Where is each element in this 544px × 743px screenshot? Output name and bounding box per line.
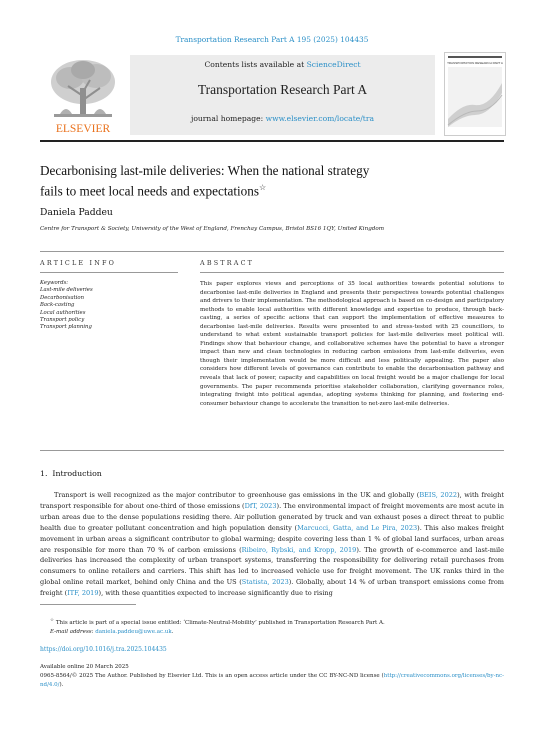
footnotes bbox=[40, 616, 504, 637]
homepage-link[interactable]: www.elsevier.com/locate/tra bbox=[265, 114, 375, 123]
author-name: Daniela Paddeu bbox=[40, 207, 113, 218]
article-info-rule bbox=[40, 272, 178, 273]
sciencedirect-link[interactable]: ScienceDirect bbox=[306, 60, 361, 69]
article-info-label: ARTICLE INFO bbox=[40, 259, 117, 267]
elsevier-tree-icon bbox=[40, 52, 126, 138]
abstract-text: This paper explores views and perceptions of 35 local authorities towards potential solutions to decarbonise last-mile deliveries in England and presents their perspectives towards potential challenges and drivers to their implementation. The methodological approach is based on co-design and participatory methods to enable local authorities with different knowledge and expertise to produce, through back-casting, a series of specific actions that can support the implementation of effective measures to decarbonise last-mile deliveries. Results were presented to and stress-tested with 25 councillors, to understand to what extent sustainable transport policies for last-mile deliveries meet political will. Findings show that behaviour change, and collaborative schemes have the potential to have a stronger impact than new and clean technologies in reducing carbon emissions from last-mile deliveries, even though their implementation would be more difficult and less politically appealing. The paper also considers how different levels of governance can contribute to enable the decarbonisation pathway and reveals that lack of power, capacity and capabilities on local freight would be a major challenge for local governments. The paper recommends prioritise stakeholder collaboration, clarifying governance roles, integrating freight into political agendas, adopting systems thinking for planning, and fostering end-consumer behaviour change to accelerate the transition to net-zero last-mile deliveries. bbox=[200, 281, 504, 407]
journal-name: Transportation Research Part A bbox=[197, 82, 368, 97]
keyword-item: Back-casting bbox=[40, 302, 75, 309]
doi-link[interactable]: https://doi.org/10.1016/j.tra.2025.104435 bbox=[40, 646, 167, 653]
homepage-prefix: journal homepage: bbox=[190, 114, 266, 123]
contents-line bbox=[130, 60, 435, 69]
email-label: E-mail address: bbox=[50, 628, 94, 635]
footnote-mark: ☆ bbox=[50, 618, 55, 623]
citation-link[interactable]: BEIS, 2022 bbox=[419, 491, 458, 499]
keyword-item: Transport policy bbox=[40, 317, 85, 324]
keywords-label: Keywords: bbox=[40, 280, 69, 286]
section-title: Introduction bbox=[52, 469, 102, 478]
license-link[interactable]: http://creativecommons.org/licenses/by-nc-nd/4.0/ bbox=[40, 672, 504, 688]
keywords-list bbox=[40, 280, 170, 332]
citation-link[interactable]: DfT, 2023 bbox=[244, 501, 277, 510]
keyword-item: Local authorities bbox=[40, 309, 86, 316]
body-text: ). Globally, about 14 % of urban transport emissions come from freight ( bbox=[40, 578, 504, 598]
body-text: ). This also makes freight movement in urban areas a significant contributor to global warming; despite covering less than 1 % of global land surfaces, urban areas are responsible for more than 70 % of carbon emissions ( bbox=[40, 523, 505, 554]
title-line-2: fails to meet local needs and expectations bbox=[40, 183, 259, 199]
title-line-1: Decarbonising last-mile deliveries: When the national strategy bbox=[40, 163, 370, 178]
body-text: Transport is well recognized as the major contributor to greenhouse gas emissions in the UK and globally ( bbox=[54, 491, 420, 499]
elsevier-logo bbox=[40, 52, 126, 138]
citation-link[interactable]: Statista, 2023 bbox=[241, 578, 289, 587]
section-heading-introduction bbox=[40, 469, 102, 478]
abstract-label: ABSTRACT bbox=[200, 259, 255, 267]
article-title bbox=[40, 162, 504, 199]
keyword-item: Decarbonisation bbox=[40, 294, 85, 301]
body-text: ), with these quantities expected to increase significantly due to rising bbox=[98, 589, 333, 598]
footnote-email bbox=[40, 628, 504, 637]
elsevier-wordmark: ELSEVIER bbox=[55, 123, 111, 135]
email-end: . bbox=[171, 628, 174, 635]
top-reference[interactable]: Transportation Research Part A 195 (2025) 104435 bbox=[175, 35, 369, 44]
title-footnote-mark[interactable]: ☆ bbox=[258, 183, 267, 192]
footnote-special-issue bbox=[40, 616, 504, 628]
abstract-rule bbox=[200, 272, 504, 273]
header-rule bbox=[40, 140, 504, 142]
section-number: 1. bbox=[40, 469, 48, 478]
copyright-text: 0965-8564/© 2025 The Author. Published by Elsevier Ltd. This is an open access article under the CC BY-NC-ND license ( bbox=[40, 672, 384, 679]
introduction-paragraph bbox=[40, 490, 504, 599]
body-text: ). The environmental impact of freight movements are most acute in urban areas due to the dense populations residing there. Air pollution generated by truck and van exhaust poses a direct threat to public health due to greater pollutant concentration and high population density ( bbox=[40, 501, 504, 532]
journal-cover-icon bbox=[445, 53, 505, 135]
keyword-item: Last-mile deliveries bbox=[40, 287, 93, 294]
available-online: Available online 20 March 2025 bbox=[40, 664, 129, 670]
keyword-item: Transport planning bbox=[40, 324, 92, 331]
copyright-notice bbox=[40, 672, 504, 690]
citation-link[interactable]: Ribeiro, Rybski, and Kropp, 2019 bbox=[241, 545, 357, 554]
availability-info bbox=[40, 663, 504, 689]
author-affiliation: Centre for Transport & Society, University of the West of England, Frenchay Campus, Bristol BS16 1QY, United Kingdom bbox=[40, 226, 385, 232]
citation-link[interactable]: Marcucci, Gatta, and Le Pira, 2023 bbox=[297, 523, 418, 532]
introduction-body bbox=[40, 490, 504, 599]
author-email-link[interactable]: daniela.paddeu@uwe.ac.uk bbox=[95, 628, 172, 635]
body-text: ). The growth of e-commerce and last-mile deliveries has increased the complexity of urban transport systems, transferring the responsibility for delivering retail purchases from consumers to online retailers and carriers. This shift has led to increased vehicle use for freight movement. The UK ranks third in the global online retail market, behind only China and the US ( bbox=[40, 545, 505, 587]
journal-homepage bbox=[130, 114, 435, 123]
cover-title: TRANSPORTATION RESEARCH PART A bbox=[447, 61, 503, 65]
copyright-end: ). bbox=[59, 681, 64, 688]
footnote-rule bbox=[40, 604, 136, 605]
body-text: ), with freight transport responsible for about one-third of those emissions ( bbox=[40, 491, 504, 510]
abstract-end-rule bbox=[40, 450, 504, 451]
footnote-text: This article is part of a special issue entitled: ‘Climate-Neutral-Mobility’ published in Transportation Research Part A. bbox=[55, 619, 385, 626]
contents-prefix: Contents lists available at bbox=[204, 60, 307, 69]
citation-link[interactable]: ITF, 2019 bbox=[67, 589, 99, 598]
journal-cover-thumbnail bbox=[444, 52, 506, 136]
affiliation-rule bbox=[40, 251, 504, 252]
